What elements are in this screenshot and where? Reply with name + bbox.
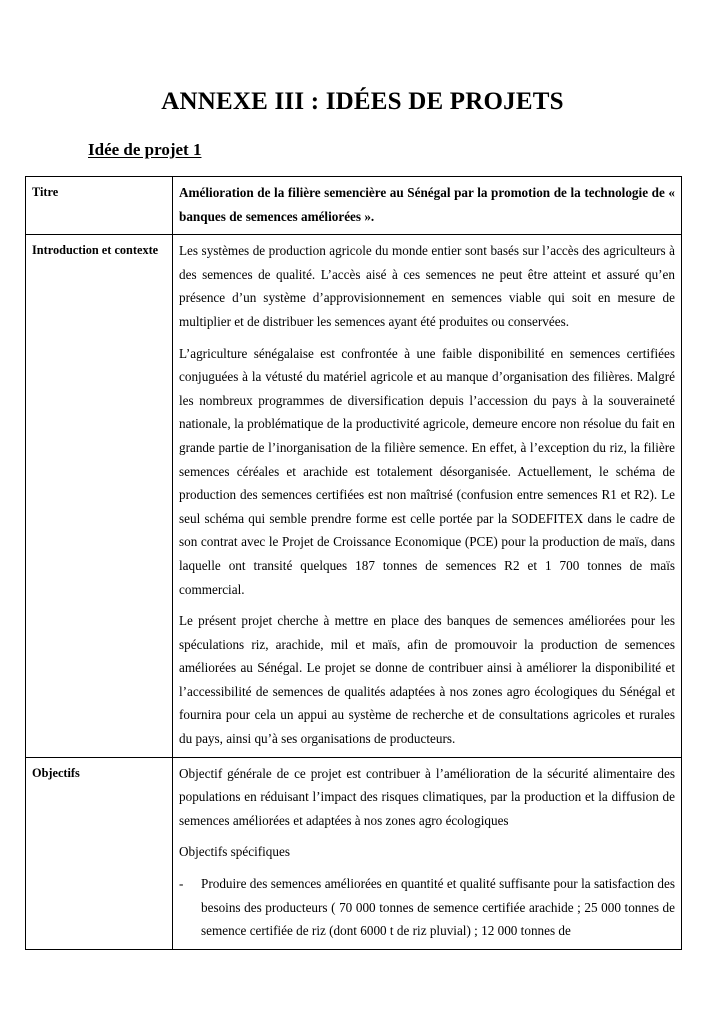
section-subtitle: Idée de projet 1	[88, 140, 202, 159]
table-row-introduction	[26, 235, 682, 757]
page-title: ANNEXE III : IDÉES DE PROJETS	[161, 88, 564, 115]
table-row-titre	[26, 177, 682, 235]
project-table	[25, 176, 682, 950]
list-item	[179, 872, 675, 943]
row-label-objectifs: Objectifs	[26, 757, 173, 949]
row-value-titre: Amélioration de la filière semencière au Sénégal par la promotion de la technologie de « banques de semences améliorées ».	[173, 177, 682, 235]
row-label-introduction: Introduction et contexte	[26, 235, 173, 757]
intro-paragraph-3: Le présent projet cherche à mettre en place des banques de semences améliorées pour les spéculations riz, arachide, mil et maïs, afin de promouvoir la production de semences améliorées au Sénégal. Le projet se donne de contribuer ainsi à améliorer la disponibilité et l’accessibilité de semences de qualités adaptées à nos zones agro écologiques du Sénégal et fournira pour cela un appui au système de recherche et de consultations agricoles et rurales du pays, ainsi qu’à ses organisations de producteurs.	[179, 613, 675, 747]
intro-paragraph-2: L’agriculture sénégalaise est confrontée à une faible disponibilité en semences certifiées conjuguées à la vétusté du matériel agricole et au manque d’organisation des filières. Malgré les nombreux programmes de diversification depuis l’accession du pays à la souveraineté nationale, la problématique de la productivité agricole, demeure encore non résolue du fait en grande partie de l’inorganisation de la filière semence. En effet, à l’exception du riz, la filière semences céréales et arachide est totalement désorganisée. Actuellement, le schéma de production des semences certifiées est non maîtrisé (confusion entre semences R1 et R2). Le seul schéma qui semble prendre forme est celle portée par la SODEFITEX dans le cadre de son contrat avec le Projet de Croissance Economique (PCE) pour la production de maïs, dans laquelle ont transité quelques 187 tonnes de semences R2 et 1 700 tonnes de maïs commercial.	[179, 345, 675, 597]
row-label-titre: Titre	[26, 177, 173, 235]
list-item-text: Produire des semences améliorées en quantité et qualité suffisante pour la satisfaction des besoins des producteurs ( 70 000 tonnes de semence certifiée arachide ; 25 000 tonnes de semence certifiée de riz (dont 6000 t de riz pluvial) ; 12 000 tonnes de	[201, 876, 675, 939]
table-row-objectifs	[26, 757, 682, 949]
intro-paragraph-1: Les systèmes de production agricole du monde entier sont basés sur l’accès des agriculteurs à des semences de qualité. L’accès aisé à ces semences ne peut être atteint et assuré qu’en présence d’un système d’approvisionnement en semences viable qui soit en mesure de multiplier et de distribuer les semences ayant été produites ou conservées.	[179, 243, 675, 329]
row-value-introduction	[173, 235, 682, 757]
specific-objectives-heading: Objectifs spécifiques	[179, 844, 290, 860]
general-objective: Objectif générale de ce projet est contribuer à l’amélioration de la sécurité alimentaire des populations en réduisant l’impact des risques climatiques, par la production et la diffusion de semences améliorées et adaptées à nos zones agro écologiques	[179, 765, 675, 828]
row-value-objectifs	[173, 757, 682, 949]
list-marker: -	[179, 876, 184, 892]
